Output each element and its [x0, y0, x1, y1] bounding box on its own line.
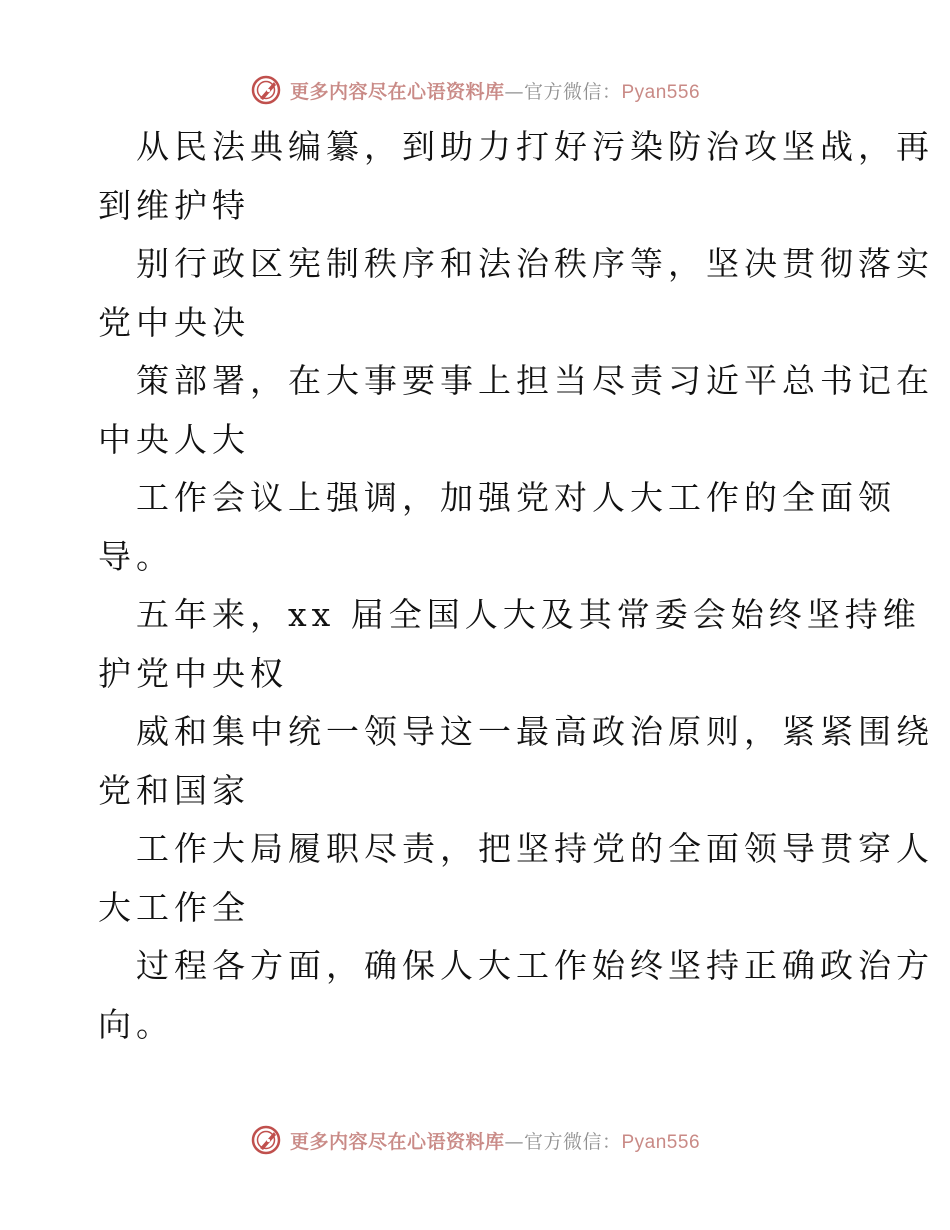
body-line: 党和国家	[98, 770, 250, 810]
pen-nib-logo-icon	[250, 1124, 282, 1156]
footer-watermark	[0, 1122, 950, 1158]
watermark-wechat-id: Pyan556	[621, 81, 701, 103]
body-line: 护党中央权	[98, 653, 288, 693]
body-line: 中央人大	[98, 419, 250, 459]
body-line: 五年来，xx 届全国人大及其常委会始终坚持维	[136, 595, 921, 634]
body-line: 到维护特	[98, 185, 250, 225]
body-line: 过程各方面，确保人大工作始终坚持正确政治方	[136, 946, 934, 985]
document-body	[98, 118, 934, 1054]
body-line: 导。	[98, 536, 174, 576]
body-line: 大工作全	[98, 887, 250, 927]
body-line: 工作会议上强调，加强党对人大工作的全面领	[136, 478, 896, 517]
watermark-dash: —	[504, 80, 524, 103]
body-line: 向。	[98, 1004, 174, 1044]
watermark-wechat-id: Pyan556	[621, 1131, 701, 1153]
watermark-text	[290, 77, 700, 104]
watermark-wechat-label: 官方微信：	[523, 80, 622, 103]
pen-nib-logo-icon	[250, 74, 282, 106]
body-line: 工作大局履职尽责，把坚持党的全面领导贯穿人	[136, 829, 934, 868]
body-line: 威和集中统一领导这一最高政治原则，紧紧围绕	[136, 712, 934, 751]
header-watermark	[0, 72, 950, 108]
watermark-text	[290, 1127, 700, 1154]
watermark-dash: —	[504, 1130, 524, 1153]
body-line: 别行政区宪制秩序和法治秩序等，坚决贯彻落实	[136, 244, 934, 283]
watermark-main-text: 更多内容尽在心语资料库	[289, 80, 505, 103]
watermark-main-text: 更多内容尽在心语资料库	[289, 1130, 505, 1153]
body-line: 从民法典编纂，到助力打好污染防治攻坚战，再	[136, 127, 934, 166]
body-line: 策部署，在大事要事上担当尽责习近平总书记在	[136, 361, 934, 400]
body-line: 党中央决	[98, 302, 250, 342]
watermark-wechat-label: 官方微信：	[523, 1130, 622, 1153]
